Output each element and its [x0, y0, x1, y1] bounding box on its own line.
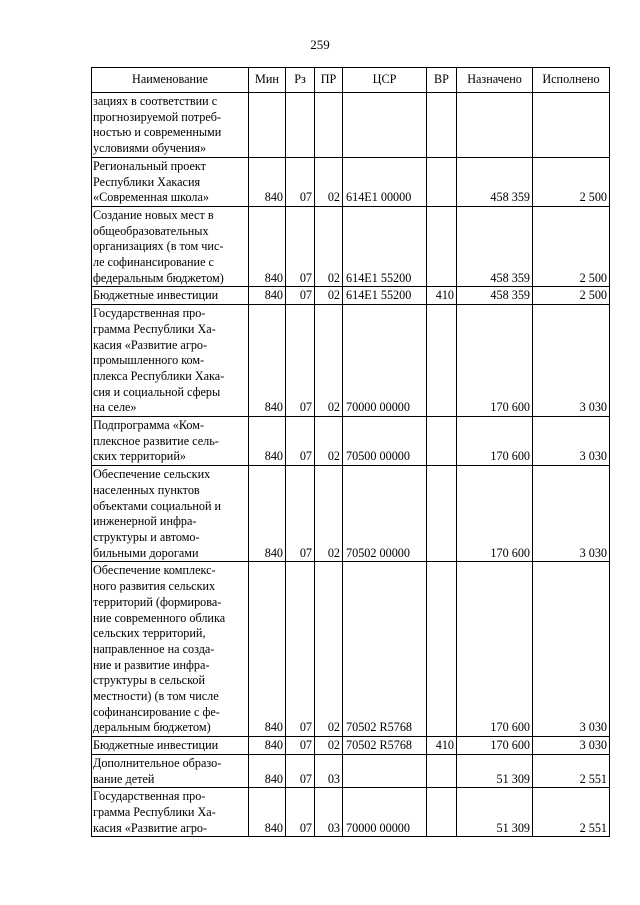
cell-vr — [427, 206, 457, 287]
header-vr: ВР — [427, 68, 457, 93]
cell-csr: 70502 R5768 — [343, 562, 427, 737]
cell-rz: 07 — [286, 788, 315, 837]
cell-assigned: 458 359 — [457, 206, 533, 287]
cell-vr: 410 — [427, 737, 457, 755]
header-name: Наименование — [92, 68, 249, 93]
cell-executed: 3 030 — [533, 305, 610, 417]
cell-assigned: 170 600 — [457, 466, 533, 562]
cell-rz: 07 — [286, 305, 315, 417]
cell-assigned: 51 309 — [457, 754, 533, 787]
cell-executed: 3 030 — [533, 562, 610, 737]
table-row — [92, 754, 610, 787]
cell-assigned: 170 600 — [457, 562, 533, 737]
cell-min: 840 — [249, 788, 286, 837]
cell-rz — [286, 93, 315, 158]
cell-executed: 2 500 — [533, 287, 610, 305]
table-header-row — [92, 68, 610, 93]
cell-csr: 70502 R5768 — [343, 737, 427, 755]
cell-min: 840 — [249, 157, 286, 206]
cell-csr: 614E1 00000 — [343, 157, 427, 206]
cell-min: 840 — [249, 737, 286, 755]
header-pr: ПР — [315, 68, 343, 93]
cell-assigned: 170 600 — [457, 417, 533, 466]
cell-rz: 07 — [286, 417, 315, 466]
cell-csr: 70502 00000 — [343, 466, 427, 562]
cell-pr: 02 — [315, 417, 343, 466]
cell-pr: 02 — [315, 562, 343, 737]
cell-assigned: 170 600 — [457, 305, 533, 417]
table-row — [92, 157, 610, 206]
table-row — [92, 788, 610, 837]
cell-vr: 410 — [427, 287, 457, 305]
header-rz: Рз — [286, 68, 315, 93]
cell-rz: 07 — [286, 157, 315, 206]
cell-min: 840 — [249, 287, 286, 305]
header-executed: Исполнено — [533, 68, 610, 93]
cell-name: Дополнительное образо- вание детей — [92, 754, 249, 787]
cell-executed — [533, 93, 610, 158]
table-row — [92, 206, 610, 287]
cell-min: 840 — [249, 754, 286, 787]
cell-pr: 03 — [315, 788, 343, 837]
cell-name: Бюджетные инвестиции — [92, 287, 249, 305]
cell-vr — [427, 788, 457, 837]
cell-pr: 02 — [315, 466, 343, 562]
cell-executed: 2 500 — [533, 206, 610, 287]
cell-csr: 70000 00000 — [343, 305, 427, 417]
cell-pr: 02 — [315, 157, 343, 206]
cell-name: Обеспечение комплекс- ного развития сельских территорий (формирова- ние современного облика сельских территорий, направленное на созда- ние и развитие инфра- структуры в сельской местности) (в том числе софинансирование с фе- деральным бюджетом) — [92, 562, 249, 737]
cell-csr: 70000 00000 — [343, 788, 427, 837]
cell-name: Региональный проект Республики Хакасия «Современная школа» — [92, 157, 249, 206]
cell-name: Государственная про- грамма Республики Ха- касия «Развитие агро- — [92, 788, 249, 837]
cell-vr — [427, 305, 457, 417]
cell-pr — [315, 93, 343, 158]
cell-executed: 3 030 — [533, 417, 610, 466]
cell-rz: 07 — [286, 562, 315, 737]
cell-rz: 07 — [286, 466, 315, 562]
cell-vr — [427, 93, 457, 158]
cell-rz: 07 — [286, 754, 315, 787]
cell-vr — [427, 417, 457, 466]
cell-name: Создание новых мест в общеобразовательных организациях (в том чис- ле софинансирование с федеральным бюджетом) — [92, 206, 249, 287]
cell-rz: 07 — [286, 737, 315, 755]
cell-min — [249, 93, 286, 158]
header-min: Мин — [249, 68, 286, 93]
cell-executed: 3 030 — [533, 737, 610, 755]
cell-pr: 03 — [315, 754, 343, 787]
cell-min: 840 — [249, 206, 286, 287]
cell-csr — [343, 754, 427, 787]
cell-vr — [427, 754, 457, 787]
cell-name: Подпрограмма «Ком- плексное развитие сель- ских территорий» — [92, 417, 249, 466]
table-row — [92, 93, 610, 158]
cell-assigned: 458 359 — [457, 157, 533, 206]
cell-rz: 07 — [286, 206, 315, 287]
table-row — [92, 305, 610, 417]
cell-vr — [427, 157, 457, 206]
cell-min: 840 — [249, 466, 286, 562]
cell-executed: 2 551 — [533, 788, 610, 837]
cell-assigned: 51 309 — [457, 788, 533, 837]
header-assigned: Назначено — [457, 68, 533, 93]
cell-assigned: 170 600 — [457, 737, 533, 755]
cell-assigned — [457, 93, 533, 158]
cell-assigned: 458 359 — [457, 287, 533, 305]
cell-vr — [427, 466, 457, 562]
header-csr: ЦСР — [343, 68, 427, 93]
cell-executed: 3 030 — [533, 466, 610, 562]
cell-csr: 614E1 55200 — [343, 287, 427, 305]
cell-executed: 2 551 — [533, 754, 610, 787]
cell-name: Обеспечение сельских населенных пунктов объектами социальной и инженерной инфра- структуры и автомо- бильными дорогами — [92, 466, 249, 562]
table-row — [92, 466, 610, 562]
table-row — [92, 417, 610, 466]
cell-name: зациях в соответствии с прогнозируемой потреб- ностью и современными условиями обучения» — [92, 93, 249, 158]
cell-name: Государственная про- грамма Республики Ха- касия «Развитие агро- промышленного ком- плекса Республики Хака- сия и социальной сферы на селе» — [92, 305, 249, 417]
cell-csr: 70500 00000 — [343, 417, 427, 466]
cell-name: Бюджетные инвестиции — [92, 737, 249, 755]
page-number: 259 — [310, 37, 330, 52]
budget-table — [91, 67, 610, 837]
cell-pr: 02 — [315, 287, 343, 305]
cell-csr — [343, 93, 427, 158]
cell-min: 840 — [249, 417, 286, 466]
table-row — [92, 737, 610, 755]
cell-pr: 02 — [315, 206, 343, 287]
cell-pr: 02 — [315, 305, 343, 417]
table-row — [92, 562, 610, 737]
table-row — [92, 287, 610, 305]
cell-min: 840 — [249, 562, 286, 737]
cell-csr: 614E1 55200 — [343, 206, 427, 287]
cell-vr — [427, 562, 457, 737]
cell-pr: 02 — [315, 737, 343, 755]
cell-executed: 2 500 — [533, 157, 610, 206]
cell-min: 840 — [249, 305, 286, 417]
cell-rz: 07 — [286, 287, 315, 305]
